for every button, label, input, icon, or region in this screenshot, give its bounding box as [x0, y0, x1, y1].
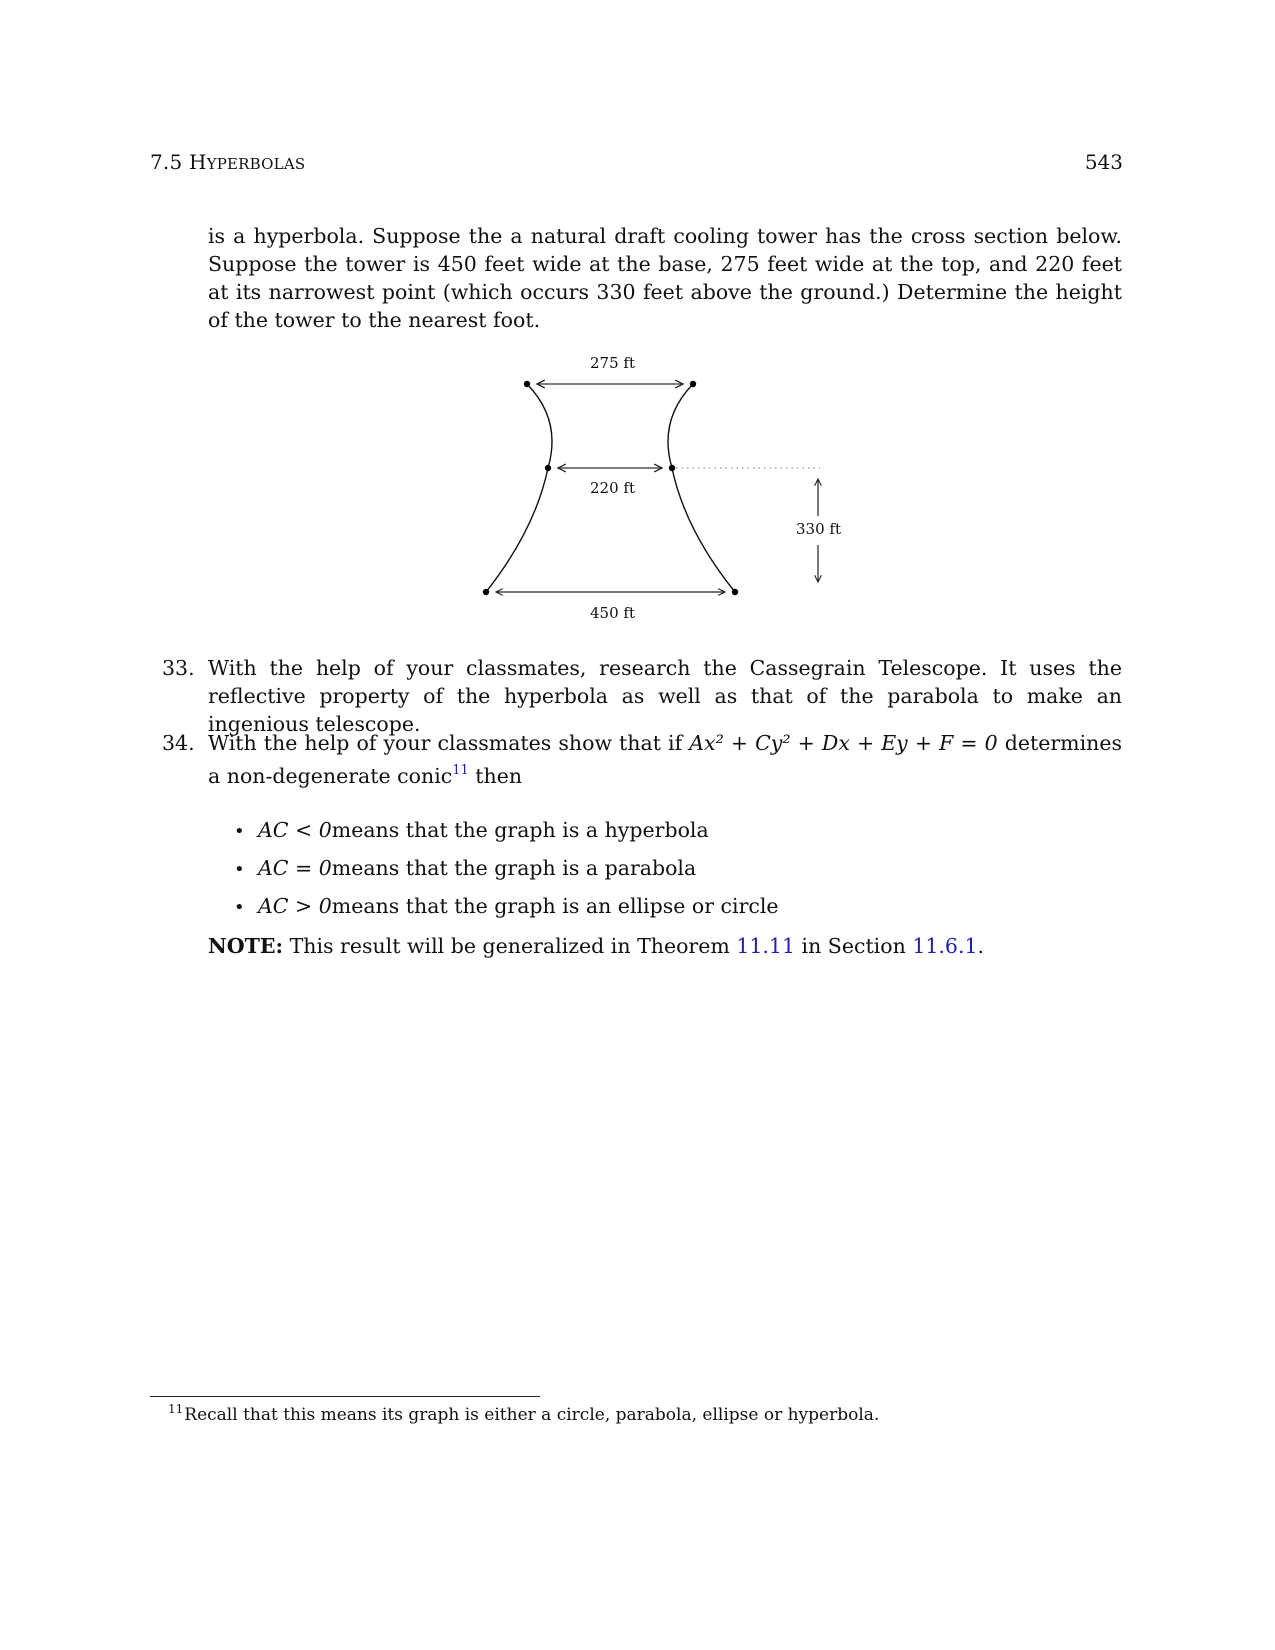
left-tower-curve — [486, 384, 552, 592]
bullet-math: AC < 0 — [258, 818, 332, 842]
note-paragraph — [208, 934, 984, 958]
footnote-text: Recall that this means its graph is either a circle, parabola, ellipse or hyperbola. — [184, 1405, 880, 1425]
page-number: 543 — [1084, 150, 1123, 174]
bullet-text: means that the graph is a hyperbola — [331, 818, 709, 842]
footnote-divider — [150, 1396, 540, 1397]
footnote-ref-link[interactable]: 11 — [452, 763, 469, 778]
conic-equation: Ax² + Cy² + Dx + Ey + F = 0 — [689, 731, 998, 755]
middle-width-label: 220 ft — [590, 479, 635, 497]
height-label: 330 ft — [796, 520, 841, 538]
conic-classification-list — [234, 812, 779, 926]
note-label: NOTE: — [208, 934, 284, 958]
note-text: . — [977, 934, 985, 958]
section-title-initial: H — [188, 150, 207, 174]
exercise-number: 34. — [162, 731, 195, 755]
right-tower-curve — [668, 384, 735, 592]
cooling-tower-figure — [0, 0, 1275, 700]
bottom-width-label: 450 ft — [590, 604, 635, 622]
footnote — [168, 1402, 879, 1425]
exercise-text: With the help of your classmates, research the Cassegrain Telescope. It uses the reflective property of the hyperbola as well as that of the parabola to make an ingenious telescope. — [208, 656, 1122, 736]
exercise-33 — [162, 654, 1122, 738]
bullet-icon: • — [234, 859, 245, 880]
bullet-math: AC > 0 — [258, 894, 332, 918]
note-text: in Section — [795, 934, 913, 958]
bullet-icon: • — [234, 897, 245, 918]
list-item — [234, 812, 779, 850]
exercise-text-part: then — [468, 764, 523, 788]
exercise-number: 33. — [162, 656, 195, 680]
exercise-text — [208, 729, 1122, 790]
list-item — [234, 888, 779, 926]
bullet-math: AC = 0 — [258, 856, 332, 880]
note-text: This result will be generalized in Theorem — [283, 934, 737, 958]
exercise-34 — [162, 729, 1122, 790]
footnote-mark: 11 — [168, 1402, 184, 1416]
bullet-text: means that the graph is a parabola — [331, 856, 697, 880]
bullet-text: means that the graph is an ellipse or circle — [331, 894, 779, 918]
top-width-label: 275 ft — [590, 354, 635, 372]
list-item — [234, 850, 779, 888]
exercise-text-part: With the help of your classmates show that if — [208, 731, 690, 755]
exercise-text-part: determines a non-degenerate conic — [208, 731, 1122, 788]
theorem-link[interactable]: 11.11 — [736, 934, 795, 958]
section-title-rest: YPERBOLAS — [206, 155, 306, 173]
bullet-icon: • — [234, 821, 245, 842]
intro-paragraph: is a hyperbola. Suppose the a natural draft cooling tower has the cross section below. Suppose the tower is 450 feet wide at the base, 275 feet wide at the top, and 220 feet at its narrowest point (which occurs 330 feet above the ground.) Determine the height of the tower to the nearest foot. — [208, 224, 1122, 332]
section-link[interactable]: 11.6.1 — [912, 934, 978, 958]
section-number: 7.5 — [150, 150, 183, 174]
